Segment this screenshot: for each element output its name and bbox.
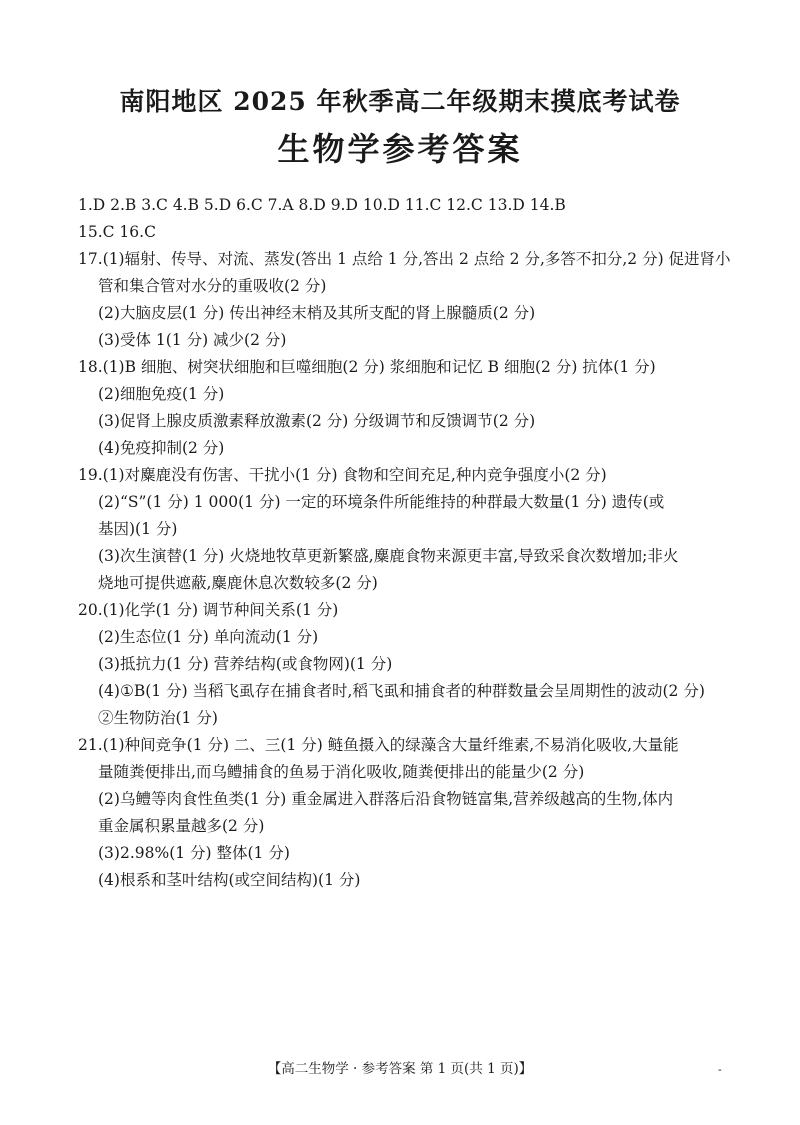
exam-title: 南阳地区 2025 年秋季高二年级期末摸底考试卷 [119, 87, 681, 116]
answer-line-q18-1: 18.(1)B 细胞、树突状细胞和巨噬细胞(2 分) 浆细胞和记忆 B 细胞(2 分) 抗体(1 分) [78, 358, 656, 376]
answer-line-q19-4: (3)次生演替(1 分) 火烧地牧草更新繁盛,麋鹿食物来源更丰富,导致采食次数增加;非火 [98, 547, 679, 565]
answer-line-q19-1: 19.(1)对麋鹿没有伤害、干扰小(1 分) 食物和空间充足,种内竞争强度小(2 分) [78, 466, 607, 484]
answer-line-q18-4: (4)免疫抑制(2 分) [98, 439, 225, 457]
answer-line-q20-4: (4)①B(1 分) 当稻飞虱存在捕食者时,稻飞虱和捕食者的种群数量会呈周期性的波动(2 分) [98, 682, 705, 700]
answer-line-q21-1: 21.(1)种间竞争(1 分) 二、三(1 分) 鲢鱼摄入的绿藻含大量纤维素,不易消化吸收,大量能 [78, 736, 679, 754]
answer-line-q18-3: (3)促肾上腺皮质激素释放激素(2 分) 分级调节和反馈调节(2 分) [98, 412, 536, 430]
answer-line-q20-3: (3)抵抗力(1 分) 营养结构(或食物网)(1 分) [98, 655, 393, 673]
answer-line-q19-2: (2)“S”(1 分) 1 000(1 分) 一定的环境条件所能维持的种群最大数量(1 分) 遗传(或 [98, 493, 665, 511]
answer-key-title: 生物学参考答案 [277, 130, 523, 168]
answer-line-q20-5: ②生物防治(1 分) [98, 709, 218, 727]
answer-line-q20-2: (2)生态位(1 分) 单向流动(1 分) [98, 628, 319, 646]
answer-line-mc-2: 15.C 16.C [78, 223, 156, 241]
answer-line-q17-4: (3)受体 1(1 分) 减少(2 分) [98, 331, 287, 349]
answer-line-q18-2: (2)细胞免疫(1 分) [98, 385, 225, 403]
answer-line-q21-3: (2)乌鳢等肉食性鱼类(1 分) 重金属进入群落后沿食物链富集,营养级越高的生物,体内 [98, 790, 674, 808]
answer-line-q19-5: 烧地可提供遮蔽,麋鹿休息次数较多(2 分) [98, 574, 378, 592]
answer-line-q17-2: 管和集合管对水分的重吸收(2 分) [98, 277, 327, 295]
answer-line-q17-1: 17.(1)辐射、传导、对流、蒸发(答出 1 点给 1 分,答出 2 点给 2 分,多答不扣分,2 分) 促进肾小 [78, 250, 731, 268]
answer-line-q21-5: (3)2.98%(1 分) 整体(1 分) [98, 844, 290, 862]
answer-line-q17-3: (2)大脑皮层(1 分) 传出神经末梢及其所支配的肾上腺髓质(2 分) [98, 304, 536, 322]
answer-line-q21-2: 量随粪便排出,而乌鳢捕食的鱼易于消化吸收,随粪便排出的能量少(2 分) [98, 763, 585, 781]
answer-line-mc-1: 1.D 2.B 3.C 4.B 5.D 6.C 7.A 8.D 9.D 10.D 11.C 12.C 13.D 14.B [78, 196, 566, 214]
answer-line-q21-6: (4)根系和茎叶结构(或空间结构)(1 分) [98, 871, 361, 889]
answer-line-q21-4: 重金属积累量越多(2 分) [98, 817, 265, 835]
page-footer: 【高二生物学 · 参考答案 第 1 页(共 1 页)】 [267, 1061, 533, 1077]
scan-mark: - [718, 1063, 722, 1076]
answer-line-q19-3: 基因)(1 分) [98, 520, 178, 538]
answer-line-q20-1: 20.(1)化学(1 分) 调节种间关系(1 分) [78, 601, 339, 619]
